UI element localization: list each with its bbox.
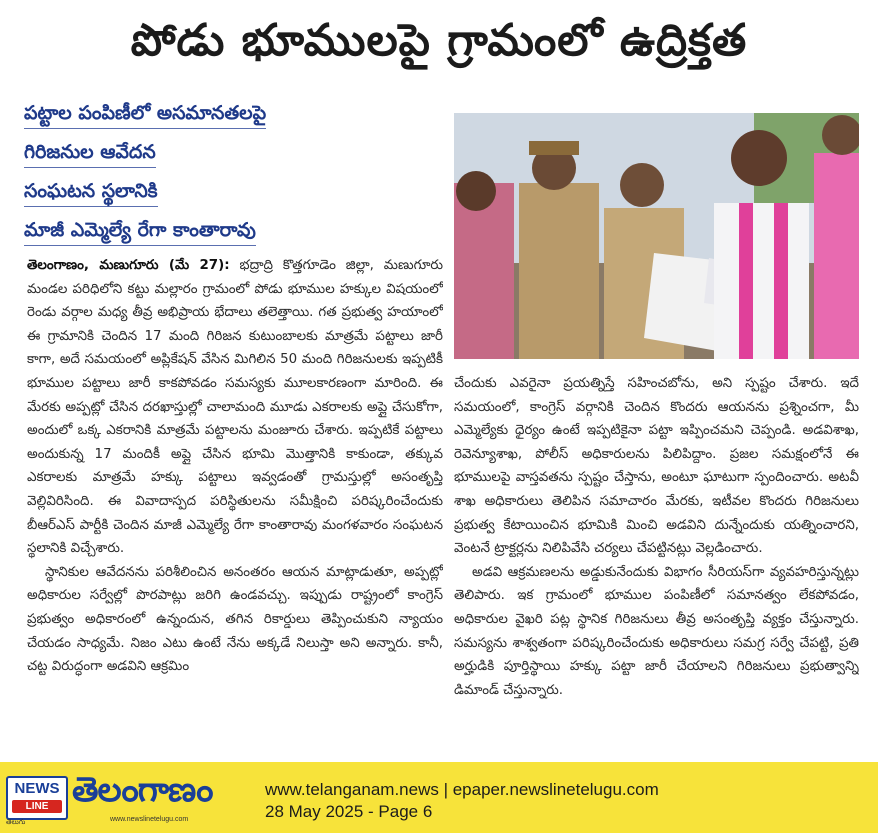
logo-telugu-tag: తెలుగు [6, 819, 26, 826]
footer-date-page: 28 May 2025 - Page 6 [265, 802, 433, 821]
subhead-1: పట్టాల పంపిణీలో అసమానతలపై [24, 100, 266, 129]
article-column-right [454, 372, 859, 742]
subhead-4: మాజీ ఎమ్మెల్యే రేగా కాంతారావు [24, 217, 256, 246]
newsline-logo-news: NEWS [14, 780, 60, 797]
paragraph-1-text: భద్రాద్రి కొత్తగూడెం జిల్లా, మణుగూరు మండల పరిధిలోని కట్టు మల్లారం గ్రామంలో పోడు భూముల హక్కుల విషయంలో రెండు వర్గాల మధ్య తీవ్ర అభిప్రాయ భేదాలు తలెత్తాయి. గత ప్రభుత్వ హయాంలో ఈ గ్రామానికి చెందిన 17 మంది గిరిజన కుటుంబాలకు మాత్రమే పట్టాలు జారీ కాగా, అదే సమయంలో అప్లికేషన్ వేసిన మిగిలిన 50 మంది గిరిజనులకు ఇప్పటికీ భూముల పట్టాలు జారీ కాకపోవడం సమస్యకు మూలకారణంగా మారింది. ఈ మేరకు అప్పట్లో చేసిన దరఖాస్తుల్లో చాలామంది మూడు ఎకరాలకు అప్లై చేసుకోగా, అందులో ఒక్క ఎకరానికి మాత్రమే పట్టాలను మంజూరు చేశారు. ఇప్పటికే పట్టాలు అందుకున్న 17 మందికీ అప్లై చేసిన భూమి మొత్తానికి కాకుండా, తక్కువ ఎకరాలకు మాత్రమే హక్కు పట్టాలు ఇవ్వడంతో గ్రామస్తుల్లో అసంతృప్తి వెల్లివిరిసింది. ఈ వివాదాస్పద పరిస్థితులను సమీక్షించి పరిష్కరించేందుకు బీఆర్ఎస్ పార్టీకి చెందిన మాజీ ఎమ్మెల్యే రేగా కాంతారావు మంగళవారం సంఘటన స్థలానికి విచ్చేశారు. [27, 258, 443, 557]
newsline-logo [6, 776, 68, 820]
article-column-left [27, 254, 443, 744]
subhead-3: సంఘటన స్థలానికి [24, 178, 158, 207]
footer-banner [0, 762, 878, 833]
logo-site-small: www.newslinetelugu.com [110, 816, 189, 823]
footer-urls: www.telanganam.news | epaper.newslinetelugu.com [265, 780, 659, 799]
paragraph-1 [27, 254, 443, 561]
telanganam-logo: తెలంగాణం [72, 770, 213, 810]
dateline: తెలంగాణం, మణుగూరు (మే 27): [27, 258, 230, 273]
subheads [24, 100, 444, 256]
paragraph-4: అడవి ఆక్రమణలను అడ్డుకునేందుకు విభాగం సీరియస్‌గా వ్యవహరిస్తున్నట్లు తెలిపారు. ఇక గ్రామంలో భూముల పంపిణీలో సమానత్వం లేకపోవడం, అధికారుల వైఖరి పట్ల స్థానిక గిరిజనులు తీవ్ర అసంతృప్తి వ్యక్తం చేస్తున్నారు. సమస్యను శాశ్వతంగా పరిష్కరించేందుకు అధికారులు సమగ్ర సర్వే చేపట్టి, ప్రతి అర్హుడికి పూర్తిస్థాయి హక్కు పట్టా జారీ చేయాలని గిరిజనులు ప్రభుత్వాన్ని డిమాండ్ చేస్తున్నారు. [454, 564, 859, 698]
headline: పోడు భూములపై గ్రామంలో ఉద్రిక్తత [130, 15, 748, 66]
paragraph-2: స్థానికుల ఆవేదనను పరిశీలించిన అనంతరం ఆయన మాట్లాడుతూ, అప్పట్లో అధికారుల సర్వేల్లో పొరపాట్లు జరిగి ఉండవచ్చు. ఇప్పుడు రాష్ట్రంలో కాంగ్రెస్ ప్రభుత్వం అధికారంలో ఉన్నందున, తగిన రికార్డులు తెప్పించుకుని న్యాయం చేయడం సాధ్యమే. నిజం ఎటు ఉంటే నేను అక్కడే నిలుస్తా అని అన్నారు. కానీ, చట్ట విరుద్ధంగా అడవిని ఆక్రమిం [27, 564, 443, 675]
news-photo [454, 113, 859, 359]
newsline-logo-line: LINE [12, 800, 62, 813]
subhead-2: గిరిజనుల ఆవేదన [24, 139, 156, 168]
news-photo-illustration [454, 113, 859, 359]
paragraph-3: చేందుకు ఎవరైనా ప్రయత్నిస్తే సహించబోను, అని స్పష్టం చేశారు. ఇదే సమయంలో, కాంగ్రెస్ వర్గానికి చెందిన కొందరు ఆయనను ప్రశ్నించగా, మీ ఎమ్మెల్యేకు ధైర్యం ఉంటే ఇప్పటికైనా పట్టా ఇప్పించమని చెప్పండి. అడవిశాఖ, రెవెన్యూశాఖ, పోలీస్ అధికారులను పిలిపిద్దాం. ప్రజల సమక్షంలోనే ఈ భూములపై వాస్తవతను స్పష్టం చేస్తాను, అంటూ ఘాటుగా స్పందించారు. అటవీ శాఖ అధికారులు తెలిపిన సమాచారం మేరకు, ఇటీవల కొందరు గిరిజనులు ప్రభుత్వ కేటాయించిన భూమికి మించి అడవిని దున్నేందుకు యత్నించారని, వెంటనే ట్రాక్టర్లను నిలిపివేసి చర్యలు చేపట్టినట్లు వెల్లడించారు. [454, 376, 859, 557]
